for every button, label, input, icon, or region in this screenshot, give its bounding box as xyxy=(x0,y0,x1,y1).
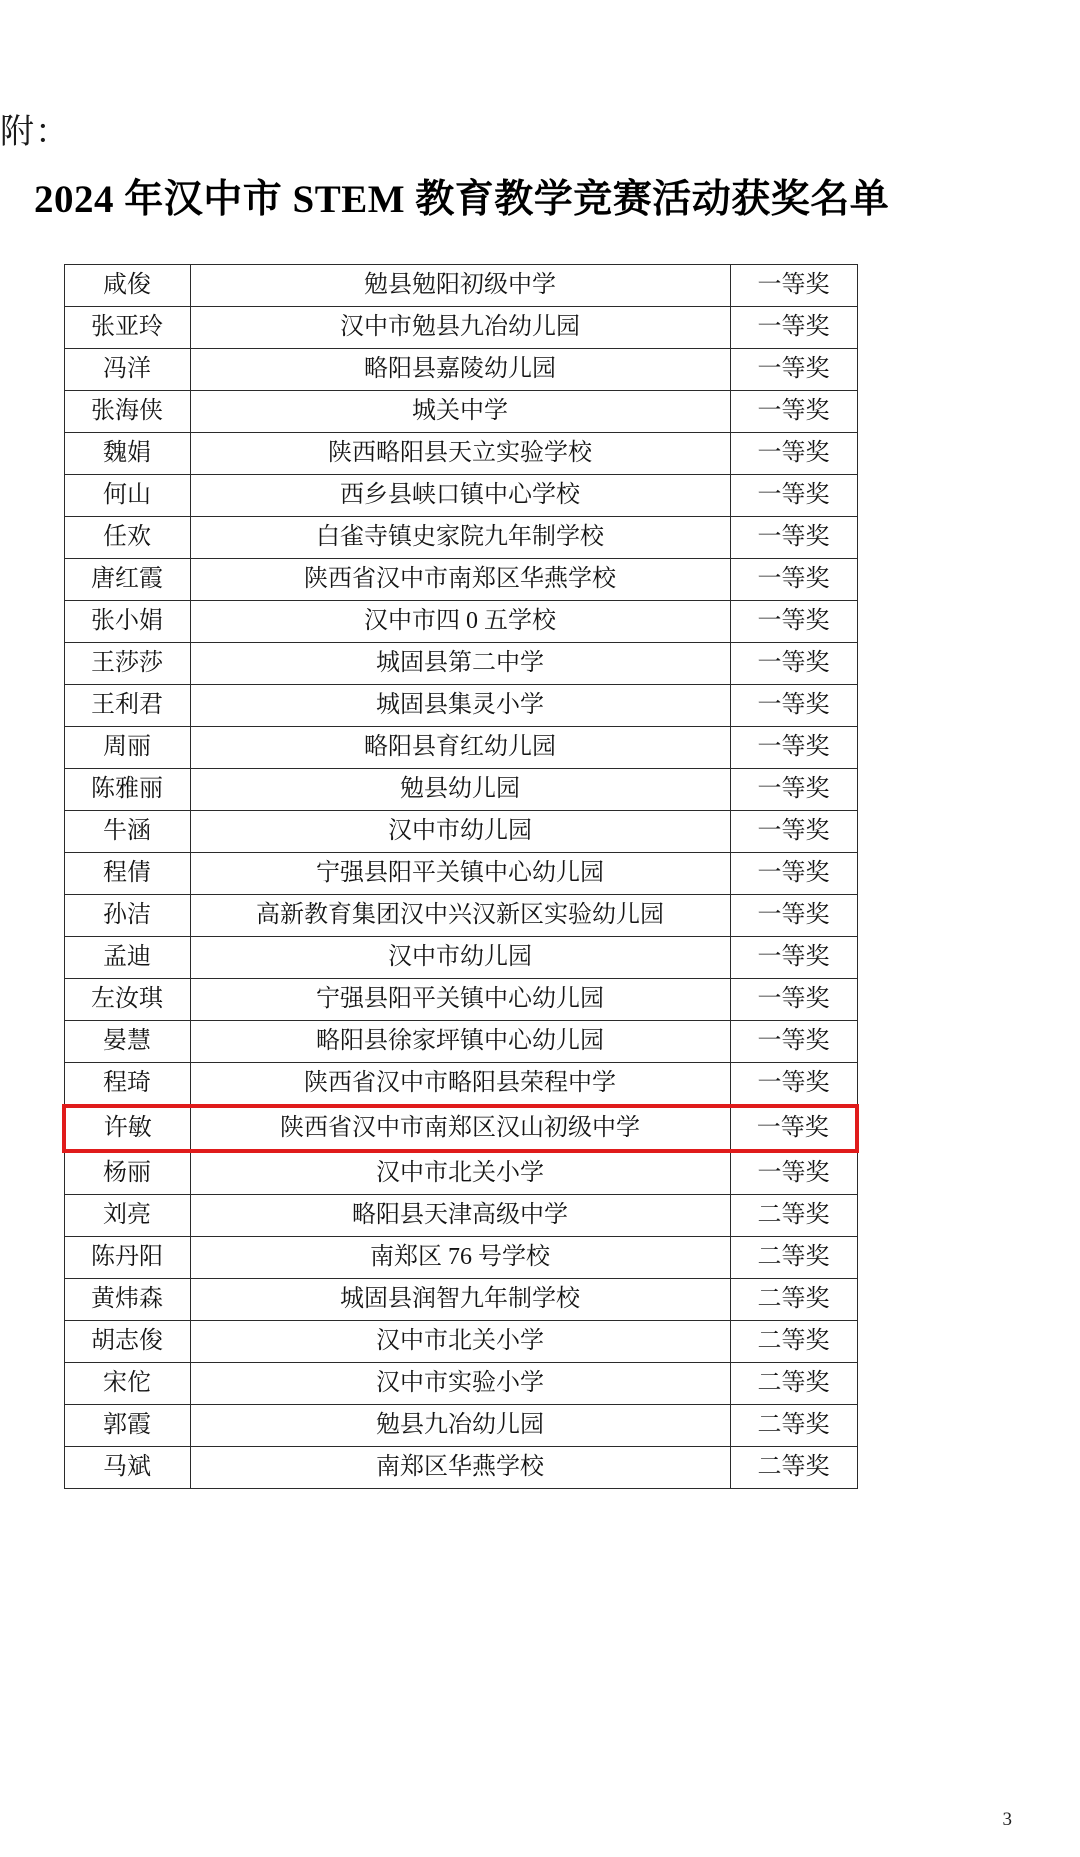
table-row xyxy=(64,1063,857,1107)
cell-award: 一等奖 xyxy=(730,769,857,811)
table-row xyxy=(64,433,857,475)
cell-name: 郭霞 xyxy=(64,1405,190,1447)
table-row xyxy=(64,937,857,979)
cell-award: 一等奖 xyxy=(730,433,857,475)
table-row xyxy=(64,1195,857,1237)
cell-award: 一等奖 xyxy=(730,727,857,769)
cell-award: 一等奖 xyxy=(730,391,857,433)
cell-school: 城固县第二中学 xyxy=(190,643,730,685)
cell-name: 魏娟 xyxy=(64,433,190,475)
table-row xyxy=(64,1237,857,1279)
cell-award: 二等奖 xyxy=(730,1447,857,1489)
cell-school: 汉中市四 0 五学校 xyxy=(190,601,730,643)
cell-name: 孟迪 xyxy=(64,937,190,979)
cell-award: 二等奖 xyxy=(730,1279,857,1321)
cell-name: 晏慧 xyxy=(64,1021,190,1063)
cell-award: 一等奖 xyxy=(730,937,857,979)
table-row xyxy=(64,517,857,559)
cell-name: 陈雅丽 xyxy=(64,769,190,811)
cell-name: 何山 xyxy=(64,475,190,517)
cell-award: 一等奖 xyxy=(730,895,857,937)
cell-school: 略阳县育红幼儿园 xyxy=(190,727,730,769)
cell-school: 陕西省汉中市南郑区华燕学校 xyxy=(190,559,730,601)
cell-award: 一等奖 xyxy=(730,811,857,853)
cell-name: 王利君 xyxy=(64,685,190,727)
cell-name: 许敏 xyxy=(64,1106,190,1151)
page-number: 3 xyxy=(1002,1809,1012,1830)
cell-school: 高新教育集团汉中兴汉新区实验幼儿园 xyxy=(190,895,730,937)
cell-award: 二等奖 xyxy=(730,1237,857,1279)
cell-award: 一等奖 xyxy=(730,517,857,559)
cell-award: 一等奖 xyxy=(730,1106,857,1151)
award-list-table xyxy=(62,264,859,1489)
cell-name: 张亚玲 xyxy=(64,307,190,349)
table-row xyxy=(64,643,857,685)
award-list-table-wrapper xyxy=(62,264,855,1489)
cell-school: 陕西省汉中市略阳县荣程中学 xyxy=(190,1063,730,1107)
table-row xyxy=(64,601,857,643)
table-row xyxy=(64,853,857,895)
cell-award: 一等奖 xyxy=(730,685,857,727)
cell-school: 宁强县阳平关镇中心幼儿园 xyxy=(190,853,730,895)
cell-school: 汉中市勉县九冶幼儿园 xyxy=(190,307,730,349)
table-row xyxy=(64,727,857,769)
cell-school: 汉中市幼儿园 xyxy=(190,811,730,853)
cell-award: 一等奖 xyxy=(730,643,857,685)
table-row xyxy=(64,769,857,811)
table-row xyxy=(64,307,857,349)
cell-name: 胡志俊 xyxy=(64,1321,190,1363)
cell-school: 南郑区 76 号学校 xyxy=(190,1237,730,1279)
table-row xyxy=(64,1363,857,1405)
table-row xyxy=(64,1106,857,1151)
cell-school: 勉县九冶幼儿园 xyxy=(190,1405,730,1447)
cell-name: 张海侠 xyxy=(64,391,190,433)
award-table-body xyxy=(64,265,857,1489)
cell-name: 周丽 xyxy=(64,727,190,769)
cell-school: 略阳县天津高级中学 xyxy=(190,1195,730,1237)
cell-school: 城固县润智九年制学校 xyxy=(190,1279,730,1321)
attachment-label: 附： xyxy=(0,114,70,151)
cell-name: 黄炜森 xyxy=(64,1279,190,1321)
table-row xyxy=(64,391,857,433)
cell-award: 一等奖 xyxy=(730,307,857,349)
cell-school: 白雀寺镇史家院九年制学校 xyxy=(190,517,730,559)
cell-name: 冯洋 xyxy=(64,349,190,391)
table-row xyxy=(64,265,857,307)
table-row xyxy=(64,475,857,517)
cell-school: 城关中学 xyxy=(190,391,730,433)
cell-school: 汉中市北关小学 xyxy=(190,1151,730,1195)
cell-name: 王莎莎 xyxy=(64,643,190,685)
table-row xyxy=(64,1021,857,1063)
table-row xyxy=(64,1405,857,1447)
cell-name: 张小娟 xyxy=(64,601,190,643)
cell-award: 二等奖 xyxy=(730,1405,857,1447)
cell-name: 程琦 xyxy=(64,1063,190,1107)
table-row xyxy=(64,895,857,937)
cell-name: 程倩 xyxy=(64,853,190,895)
cell-award: 一等奖 xyxy=(730,475,857,517)
cell-name: 刘亮 xyxy=(64,1195,190,1237)
page-title: 2024 年汉中市 STEM 教育教学竞赛活动获奖名单 xyxy=(34,178,890,221)
cell-school: 西乡县峡口镇中心学校 xyxy=(190,475,730,517)
cell-school: 陕西略阳县天立实验学校 xyxy=(190,433,730,475)
table-row xyxy=(64,1321,857,1363)
cell-name: 陈丹阳 xyxy=(64,1237,190,1279)
cell-name: 牛涵 xyxy=(64,811,190,853)
cell-name: 孙洁 xyxy=(64,895,190,937)
cell-award: 一等奖 xyxy=(730,601,857,643)
table-row xyxy=(64,1151,857,1195)
cell-school: 宁强县阳平关镇中心幼儿园 xyxy=(190,979,730,1021)
table-row xyxy=(64,1447,857,1489)
cell-school: 汉中市幼儿园 xyxy=(190,937,730,979)
table-row xyxy=(64,979,857,1021)
cell-school: 城固县集灵小学 xyxy=(190,685,730,727)
cell-school: 勉县幼儿园 xyxy=(190,769,730,811)
cell-name: 马斌 xyxy=(64,1447,190,1489)
cell-school: 略阳县嘉陵幼儿园 xyxy=(190,349,730,391)
cell-school: 勉县勉阳初级中学 xyxy=(190,265,730,307)
cell-award: 一等奖 xyxy=(730,853,857,895)
cell-school: 陕西省汉中市南郑区汉山初级中学 xyxy=(190,1106,730,1151)
cell-name: 宋佗 xyxy=(64,1363,190,1405)
cell-award: 一等奖 xyxy=(730,1021,857,1063)
table-row xyxy=(64,1279,857,1321)
cell-award: 一等奖 xyxy=(730,979,857,1021)
cell-award: 二等奖 xyxy=(730,1363,857,1405)
cell-award: 二等奖 xyxy=(730,1321,857,1363)
cell-award: 一等奖 xyxy=(730,349,857,391)
cell-school: 汉中市实验小学 xyxy=(190,1363,730,1405)
cell-name: 任欢 xyxy=(64,517,190,559)
cell-name: 唐红霞 xyxy=(64,559,190,601)
table-row xyxy=(64,811,857,853)
table-row xyxy=(64,349,857,391)
table-row xyxy=(64,685,857,727)
table-row xyxy=(64,559,857,601)
cell-award: 一等奖 xyxy=(730,1151,857,1195)
cell-name: 咸俊 xyxy=(64,265,190,307)
cell-school: 南郑区华燕学校 xyxy=(190,1447,730,1489)
cell-school: 汉中市北关小学 xyxy=(190,1321,730,1363)
cell-name: 左汝琪 xyxy=(64,979,190,1021)
cell-award: 二等奖 xyxy=(730,1195,857,1237)
cell-award: 一等奖 xyxy=(730,265,857,307)
cell-school: 略阳县徐家坪镇中心幼儿园 xyxy=(190,1021,730,1063)
cell-award: 一等奖 xyxy=(730,559,857,601)
cell-name: 杨丽 xyxy=(64,1151,190,1195)
cell-award: 一等奖 xyxy=(730,1063,857,1107)
